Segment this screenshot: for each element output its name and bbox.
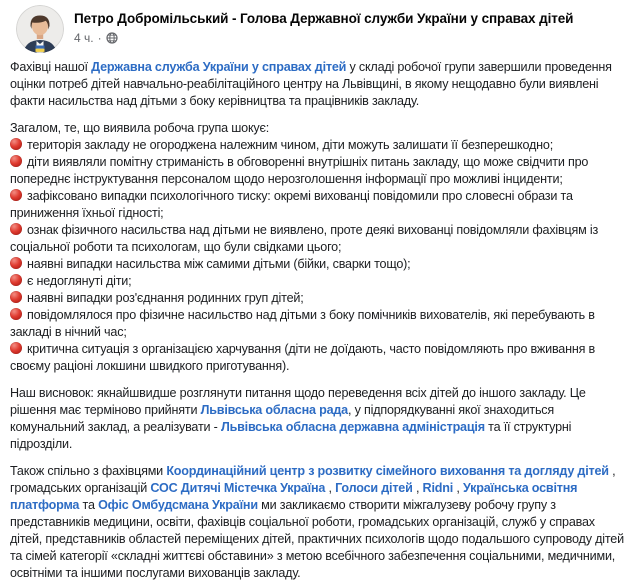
text-run: та її структурні підрозділи. <box>10 420 572 451</box>
entity-link[interactable]: Офіс Омбудсмана України <box>98 498 258 512</box>
text-run: , <box>325 481 336 495</box>
text-run: Загалом, те, що виявила робоча група шокує: <box>10 121 270 135</box>
text-run: та <box>79 498 99 512</box>
text-run: ми закликаємо створити міжгалузеву робочу групу з представників медицини, освіти, фахівців соціальної роботи, громадських організацій, служб у справах дітей, представників областей переміщених дітей, практичних психологів щодо подальшого супроводу дітей та сімей категорії «складні життєві обставини» з метою всебічного забезпечення соціальними, медичними, освітніми та іншими послугами вихованців закладу. <box>10 498 624 580</box>
text-run: є недоглянуті діти; <box>27 274 132 288</box>
text-run: , громадських організацій <box>10 464 616 495</box>
meta-dot: · <box>97 31 102 45</box>
entity-link[interactable]: Голоси дітей <box>335 481 413 495</box>
entity-link[interactable]: Державна служба України у справах дітей <box>91 60 347 74</box>
text-run: наявні випадки насильства між самими дітьми (бійки, сварки тощо); <box>27 257 411 271</box>
text-run: наявні випадки роз'єднання родинних груп дітей; <box>27 291 304 305</box>
bullet-item <box>10 222 628 256</box>
text-run: , <box>412 481 423 495</box>
red-bullet-icon <box>10 274 22 286</box>
avatar[interactable] <box>16 5 64 53</box>
bullet-item <box>10 307 628 341</box>
bullet-item <box>10 256 628 273</box>
bullet-item <box>10 273 628 290</box>
page-name[interactable]: Петро Добромільський - Голова Державної служби України у справах дітей <box>74 11 574 26</box>
text-run: у складі робочої групи завершили проведення оцінки потреб дітей навчально-реабілітаційного центру на Львівщині, в якому нещодавно були виявлені факти насильства над дітьми з боку керівництва та працівників закладу. <box>10 60 612 108</box>
paragraph <box>10 463 628 582</box>
text-run: , у підпорядкуванні якої знаходиться комунальний заклад, а реалізувати - <box>10 403 555 434</box>
text-run: Фахівці нашої <box>10 60 92 74</box>
paragraph <box>10 385 628 453</box>
red-bullet-icon <box>10 138 22 150</box>
entity-link[interactable]: Українська освітня платформа <box>10 481 578 512</box>
paragraph <box>10 120 628 137</box>
entity-link[interactable]: Ridni <box>422 481 454 495</box>
text-run: повідомлялося про фізичне насильство над дітьми з боку помічників вихователів, які перебувають в закладі в нічний час; <box>10 308 595 339</box>
text-run: , <box>453 481 463 495</box>
globe-icon <box>106 32 118 44</box>
text-run: Наш висновок: якнайшвидше розглянути питання щодо переведення всіх дітей до іншого закладу. Це рішення має терміново прийняти <box>10 386 586 417</box>
red-bullet-icon <box>10 291 22 303</box>
text-run: ознак фізичного насильства над дітьми не виявлено, проте деякі вихованці повідомляли фахівцям із соціальної роботи та психологам, що були свідками цього; <box>10 223 599 254</box>
bullet-item <box>10 290 628 307</box>
text-run: діти виявляли помітну стриманість в обговоренні внутрішніх питань закладу, що може свідчити про попереднє інструктування персоналом щодо нерозголошення інформації про можливі інциденти; <box>10 155 589 186</box>
red-bullet-icon <box>10 342 22 354</box>
text-run: територія закладу не огороджена належним чином, діти можуть залишати її безперешкодно; <box>27 138 553 152</box>
post-header <box>0 0 640 55</box>
bullet-list <box>10 137 628 375</box>
text-run: зафіксовано випадки психологічного тиску: окремі вихованці повідомили про словесні образи та приниження їхньої гідності; <box>10 189 573 220</box>
bullet-item <box>10 341 628 375</box>
entity-link[interactable]: СОС Дитячі Містечка Україна <box>150 481 326 495</box>
entity-link[interactable]: Львівська обласна державна адміністрація <box>220 420 485 434</box>
header-text <box>74 5 573 45</box>
profile-photo-illustration <box>16 5 64 53</box>
red-bullet-icon <box>10 223 22 235</box>
post-meta <box>74 31 573 45</box>
text-run: критична ситуація з організацією харчування (діти не доїдають, часто повідомляють про вживання в своєму раціоні локшини швидкого приготування). <box>10 342 596 373</box>
entity-link[interactable]: Координаційний центр з розвитку сімейного виховання та догляду дітей <box>166 464 609 478</box>
paragraph <box>10 59 628 110</box>
red-bullet-icon <box>10 189 22 201</box>
entity-link[interactable]: Львівська обласна рада <box>200 403 348 417</box>
bullet-item <box>10 154 628 188</box>
text-run: Також спільно з фахівцями <box>10 464 167 478</box>
red-bullet-icon <box>10 155 22 167</box>
timestamp[interactable]: 4 ч. <box>74 31 94 45</box>
red-bullet-icon <box>10 308 22 320</box>
bullet-item <box>10 137 628 154</box>
red-bullet-icon <box>10 257 22 269</box>
post-body <box>0 55 640 582</box>
bullet-item <box>10 188 628 222</box>
